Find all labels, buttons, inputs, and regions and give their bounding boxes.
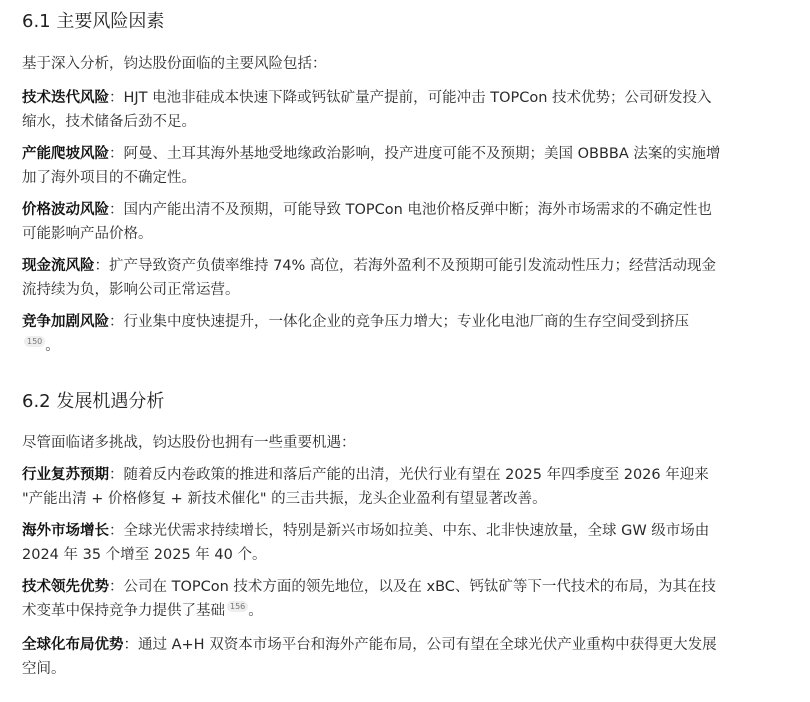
section-intro-opportunities: 尽管面临诸多挑战，钧达股份也拥有一些重要机遇： xyxy=(22,435,356,451)
opportunity-term: 行业复苏预期 xyxy=(22,467,109,483)
term-separator: ： xyxy=(109,467,124,483)
section-heading-risks: 6.1 主要风险因素 xyxy=(22,11,165,32)
term-separator: ： xyxy=(109,579,124,595)
citation-badge[interactable]: 156 xyxy=(227,601,248,612)
term-separator: ： xyxy=(109,314,124,330)
risk-item-cash-flow xyxy=(22,254,722,302)
citation-badge[interactable]: 150 xyxy=(24,336,45,347)
opportunity-text: 公司在 TOPCon 技术方面的领先地位，以及在 xBC、钙钛矿等下一代技术的布局，为其在技术变革中保持竞争力提供了基础 xyxy=(22,579,716,619)
risk-item-tech-iteration xyxy=(22,86,722,134)
risk-text: 国内产能出清不及预期，可能导致 TOPCon 电池价格反弹中断；海外市场需求的不确定性也可能影响产品价格。 xyxy=(22,202,712,242)
risk-term: 现金流风险 xyxy=(22,258,95,274)
opportunity-term: 技术领先优势 xyxy=(22,579,109,595)
term-separator: ： xyxy=(109,523,124,539)
opportunity-text: 随着反内卷政策的推进和落后产能的出清，光伏行业有望在 2025 年四季度至 2026 年迎来 "产能出清 + 价格修复 + 新技术催化" 的三击共振，龙头企业盈利有望显著改善。 xyxy=(22,467,709,507)
term-separator: ： xyxy=(109,202,124,218)
risk-text: 阿曼、土耳其海外基地受地缘政治影响，投产进度可能不及预期；美国 OBBBA 法案的实施增加了海外项目的不确定性。 xyxy=(22,146,721,186)
opportunity-text: 通过 A+H 双资本市场平台和海外产能布局，公司有望在全球光伏产业重构中获得更大发展空间。 xyxy=(22,637,717,677)
term-separator: ： xyxy=(123,637,138,653)
risk-text: HJT 电池非硅成本快速下降或钙钛矿量产提前，可能冲击 TOPCon 技术优势；公司研发投入缩水，技术储备后劲不足。 xyxy=(22,90,712,130)
section-heading-opportunities: 6.2 发展机遇分析 xyxy=(22,391,165,412)
section-intro-risks: 基于深入分析，钧达股份面临的主要风险包括： xyxy=(22,56,327,72)
risk-item-price-volatility xyxy=(22,198,722,246)
opportunity-term: 海外市场增长 xyxy=(22,523,109,539)
term-separator: ： xyxy=(109,90,124,106)
risk-term: 产能爬坡风险 xyxy=(22,146,109,162)
sentence-end: 。 xyxy=(45,338,60,354)
risk-text: 行业集中度快速提升，一体化企业的竞争压力增大；专业化电池厂商的生存空间受到挤压 xyxy=(123,314,689,330)
risk-term: 技术迭代风险 xyxy=(22,90,109,106)
opportunity-term: 全球化布局优势 xyxy=(22,637,124,653)
sentence-end: 。 xyxy=(248,603,263,619)
opportunity-item-overseas xyxy=(22,519,722,567)
risk-term: 竞争加剧风险 xyxy=(22,314,109,330)
risk-item-competition xyxy=(22,310,722,358)
opportunity-item-globalization xyxy=(22,633,722,681)
opportunity-text: 全球光伏需求持续增长，特别是新兴市场如拉美、中东、北非快速放量，全球 GW 级市场由 2024 年 35 个增至 2025 年 40 个。 xyxy=(22,523,710,563)
risk-term: 价格波动风险 xyxy=(22,202,109,218)
risk-item-capacity-ramp xyxy=(22,142,722,190)
term-separator: ： xyxy=(94,258,109,274)
opportunity-item-tech-lead xyxy=(22,575,722,623)
term-separator: ： xyxy=(109,146,124,162)
risk-text: 扩产导致资产负债率维持 74% 高位，若海外盈利不及预期可能引发流动性压力；经营活动现金流持续为负，影响公司正常运营。 xyxy=(22,258,716,298)
opportunity-item-recovery xyxy=(22,463,722,511)
